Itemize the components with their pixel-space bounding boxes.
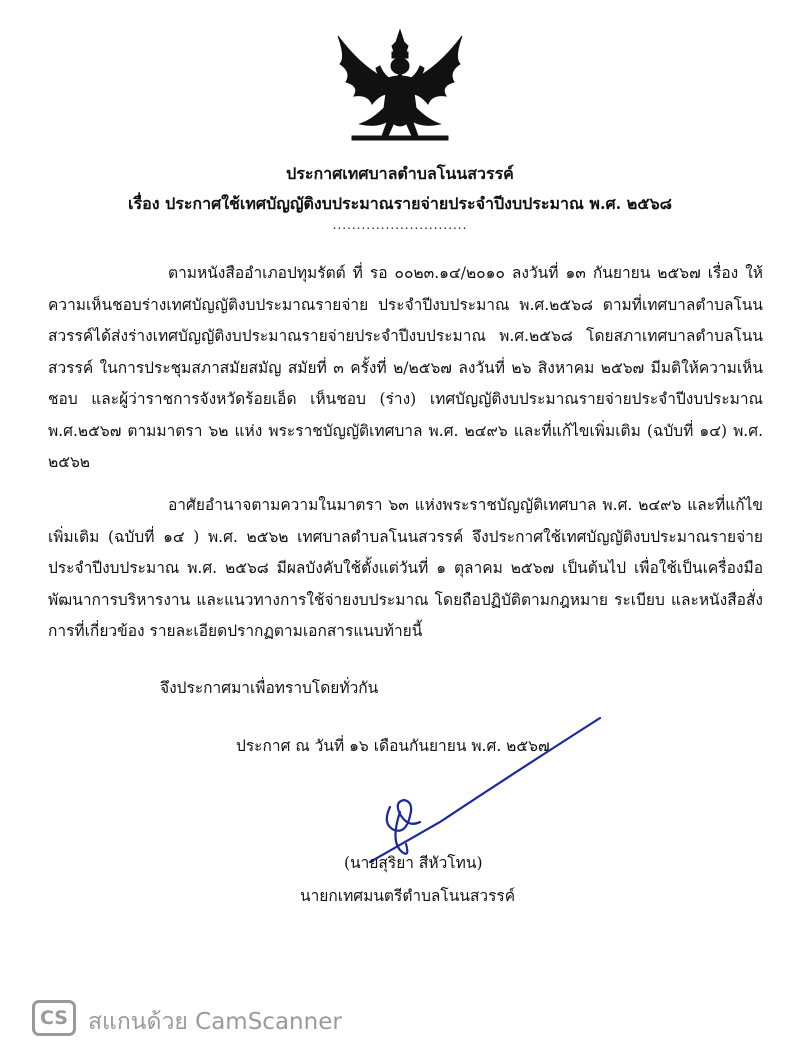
announcement-title: ประกาศเทศบาลตำบลโนนสวรรค์: [286, 164, 514, 183]
announcement-date: ประกาศ ณ วันที่ ๑๖ เดือนกันยายน พ.ศ. ๒๕๖๗: [236, 737, 550, 755]
body-paragraph-1: ตามหนังสืออำเภอปทุมรัตต์ ที่ รอ ๐๐๒๓.๑๔/๒๐๑๐ ลงวันที่ ๑๓ กันยายน ๒๕๖๗ เรื่อง ให้ความเห็นชอบร่างเทศบัญญัติงบประมาณรายจ่าย ประจำปีงบประมาณ พ.ศ.๒๕๖๘ ตามที่เทศบาลตำบลโนนสวรรค์ได้ส่งร่างเทศบัญญัติงบประมาณรายจ่ายประจำปีงบประมาณ พ.ศ.๒๕๖๘ โดยสภาเทศบาลตำบลโนนสวรรค์ ในการประชุมสภาสมัยสมัญ สมัยที่ ๓ ครั้งที่ ๒/๒๕๖๗ ลงวันที่ ๒๖ สิงหาคม ๒๕๖๗ มีมติให้ความเห็นชอบ และผู้ว่าราชการจังหวัดร้อยเอ็ด เห็นชอบ (ร่าง) เทศบัญญัติงบประมาณรายจ่ายประจำปีงบประมาณ พ.ศ.๒๕๖๗ ตามมาตรา ๖๒ แห่ง พระราชบัญญัติเทศบาล พ.ศ. ๒๔๙๖ และที่แก้ไขเพิ่มเติม (ฉบับที่ ๑๔) พ.ศ. ๒๕๖๒: [48, 264, 763, 471]
camscanner-watermark: สแกนด้วย CamScanner: [88, 1009, 342, 1035]
body-paragraph-2: อาศัยอำนาจตามความในมาตรา ๖๓ แห่งพระราชบัญญัติเทศบาล พ.ศ. ๒๔๙๖ และที่แก้ไขเพิ่มเติม (ฉบับที่ ๑๔ ) พ.ศ. ๒๕๖๒ เทศบาลตำบลโนนสวรรค์ จึงประกาศใช้เทศบัญญัติงบประมาณรายจ่ายประจำปีงบประมาณ พ.ศ. ๒๕๖๘ มีผลบังคับใช้ตั้งแต่วันที่ ๑ ตุลาคม ๒๕๖๗ เป็นต้นไป เพื่อใช้เป็นเครื่องมือพัฒนาการบริหารงาน และแนวทางการใช้จ่ายงบประมาณ โดยถือปฏิบัติตามกฎหมาย ระเบียบ และหนังสือสั่งการที่เกี่ยวข้อง รายละเอียดปรากฏตามเอกสารแนบท้ายนี้: [48, 496, 763, 640]
title-separator: ............................: [332, 218, 468, 232]
closing-notice: จึงประกาศมาเพื่อทราบโดยทั่วกัน: [160, 679, 379, 697]
garuda-emblem-icon: [332, 28, 468, 144]
camscanner-logo-icon: CS: [32, 1000, 76, 1036]
signatory-position: นายกเทศมนตรีตำบลโนนสวรรค์: [300, 887, 516, 905]
signatory-name: (นายสุริยา สีหัวโทน): [344, 854, 483, 872]
announcement-subject: เรื่อง ประกาศใช้เทศบัญญัติงบประมาณรายจ่ายประจำปีงบประมาณ พ.ศ. ๒๕๖๘: [128, 194, 672, 213]
